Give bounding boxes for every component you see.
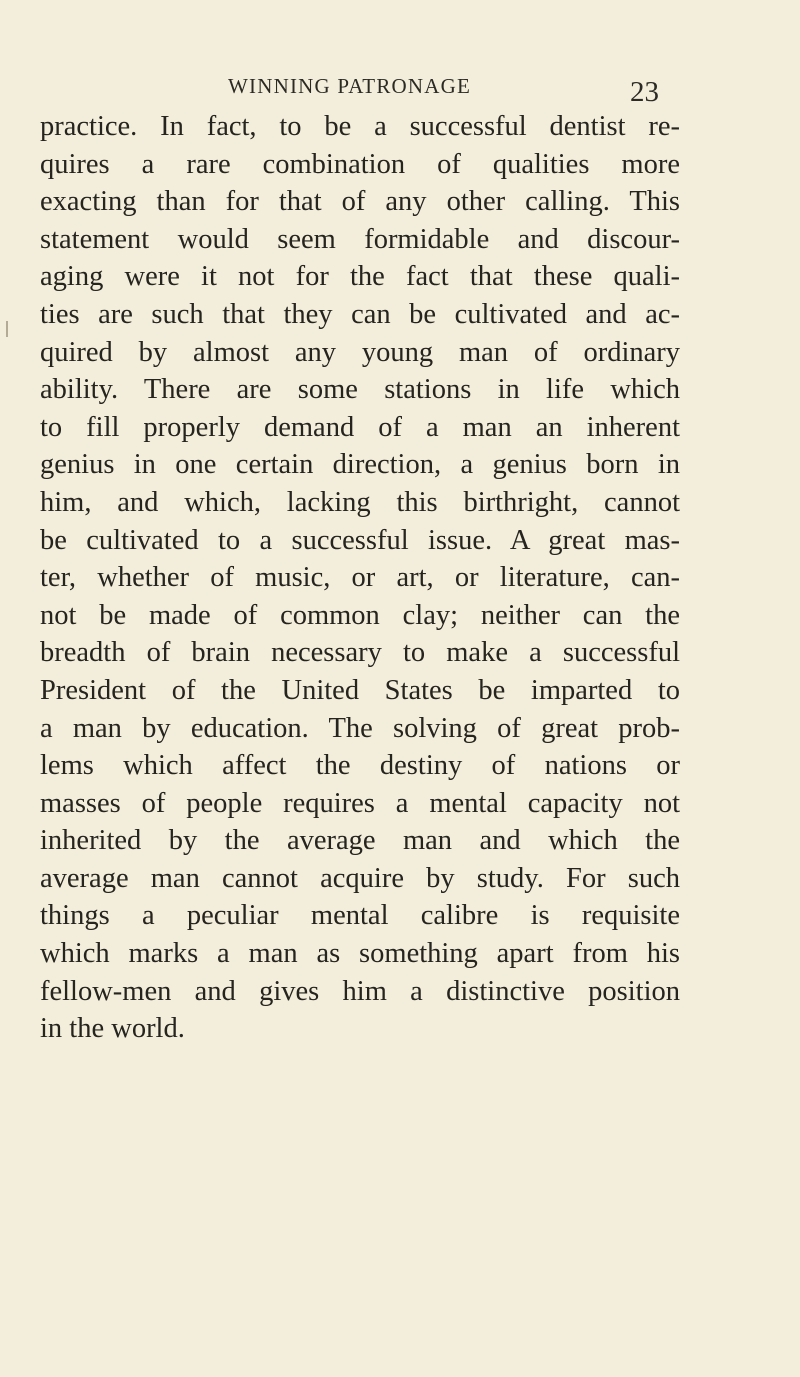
text-line: aging were it not for the fact that these quali- — [40, 261, 680, 293]
text-line: a man by education. The solving of great prob- — [40, 712, 680, 744]
text-line: ties are such that they can be cultivated and ac- — [40, 298, 680, 330]
running-head — [0, 66, 800, 106]
body-paragraph — [40, 108, 680, 1048]
text-line: which marks a man as something apart from his — [40, 938, 680, 970]
text-line: practice. In fact, to be a successful dentist re- — [40, 111, 680, 142]
text-line: things a peculiar mental calibre is requisite — [40, 900, 680, 932]
margin-mark — [6, 321, 8, 337]
text-line: genius in one certain direction, a genius born in — [40, 449, 680, 481]
text-line: fellow-men and gives him a distinctive position — [40, 975, 680, 1007]
text-line: him, and which, lacking this birthright, cannot — [40, 486, 680, 518]
text-line: quired by almost any young man of ordinary — [40, 336, 680, 368]
text-line: exacting than for that of any other calling. This — [40, 186, 680, 218]
text-line: not be made of common clay; neither can the — [40, 599, 680, 631]
text-line: lems which affect the destiny of nations or — [40, 750, 680, 782]
text-line: ability. There are some stations in life which — [40, 374, 680, 406]
text-line: ter, whether of music, or art, or literature, can- — [40, 562, 680, 594]
text-line: inherited by the average man and which the — [40, 825, 680, 857]
text-line: statement would seem formidable and discour- — [40, 223, 680, 255]
page-number: 23 — [630, 76, 659, 108]
running-title: WINNING PATRONAGE — [228, 74, 472, 98]
text-line: in the world. — [40, 1013, 185, 1045]
text-line: average man cannot acquire by study. For such — [40, 862, 680, 894]
text-line: President of the United States be imparted to — [40, 674, 680, 706]
text-line: quires a rare combination of qualities more — [40, 148, 680, 180]
text-line: to fill properly demand of a man an inherent — [40, 411, 680, 443]
text-line: masses of people requires a mental capacity not — [40, 787, 680, 819]
text-line: be cultivated to a successful issue. A great mas- — [40, 524, 680, 556]
text-line: breadth of brain necessary to make a successful — [40, 637, 680, 669]
